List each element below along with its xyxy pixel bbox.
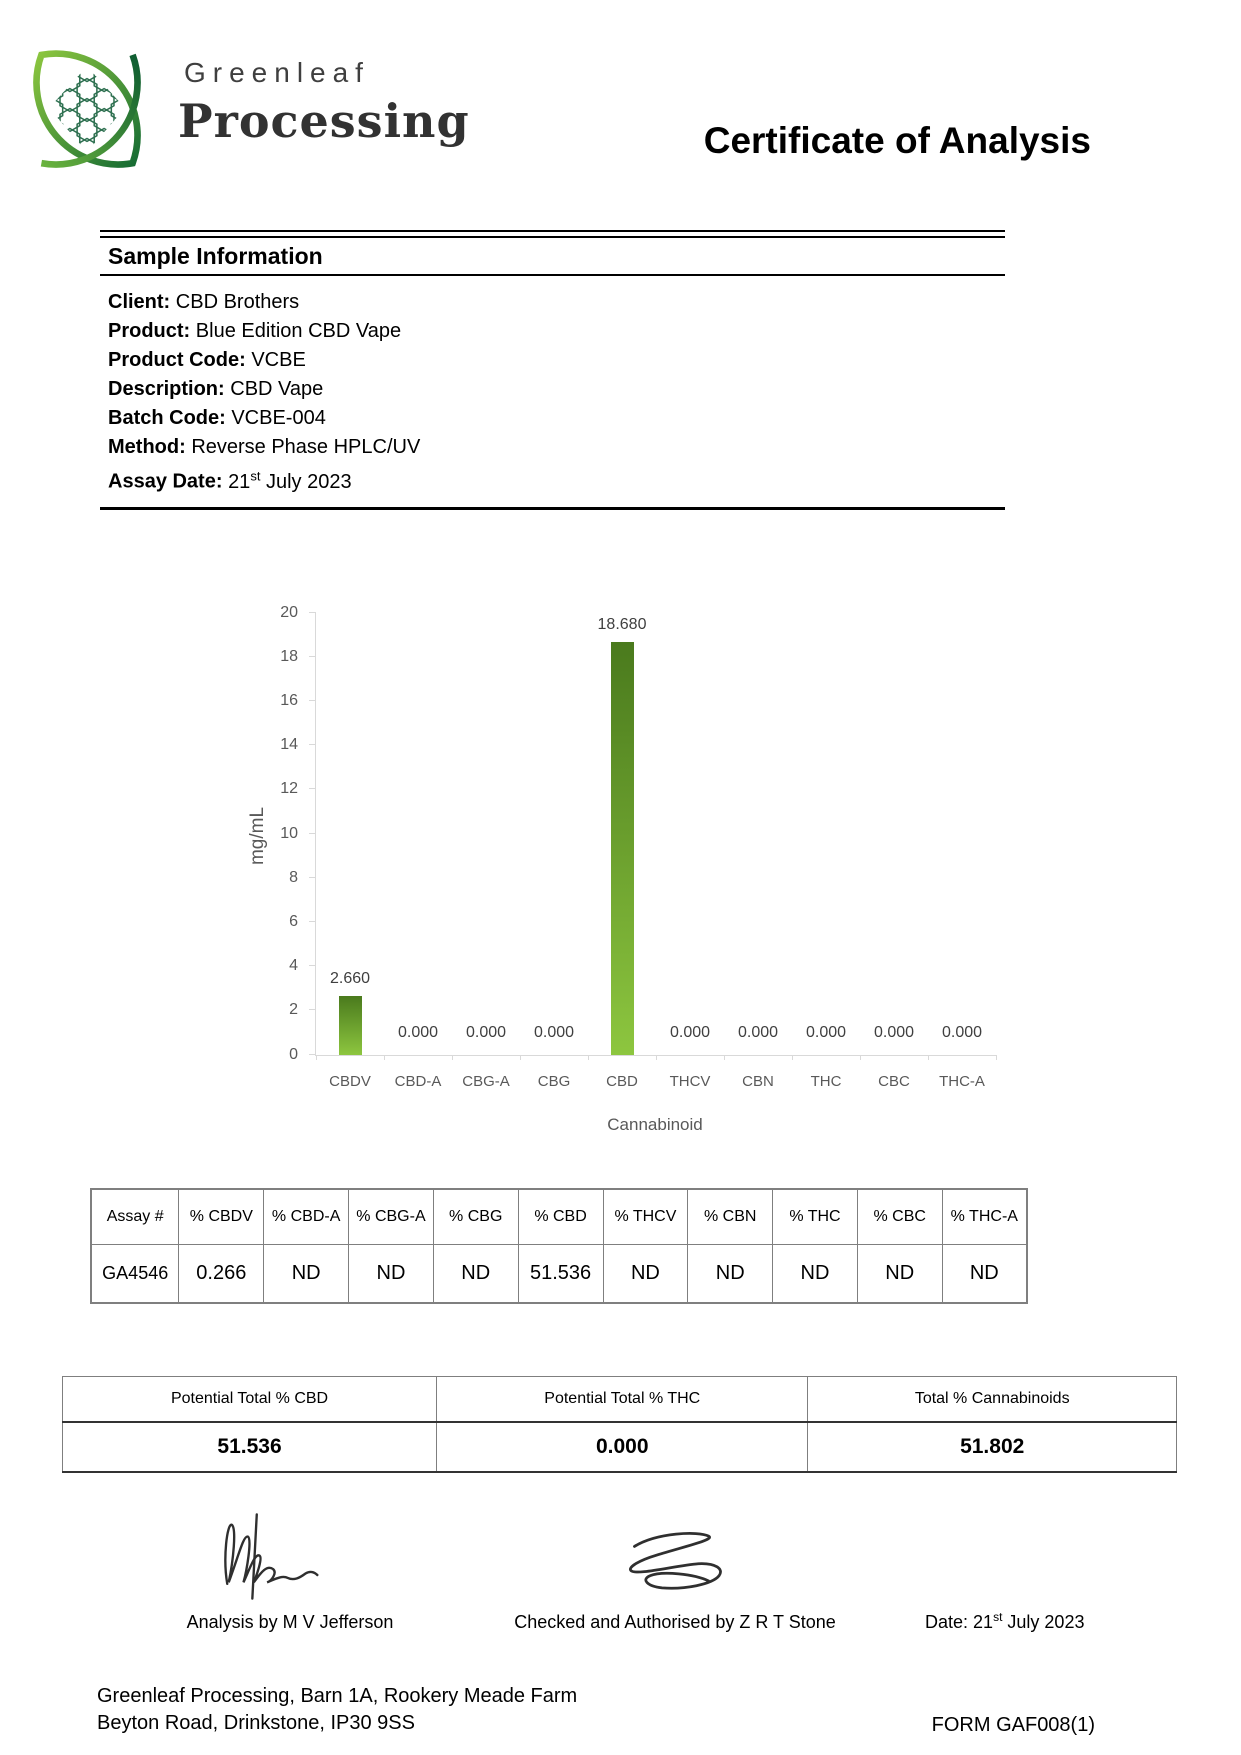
date-label: Date: — [925, 1611, 974, 1632]
authoriser-signature-label: Checked and Authorised by Z R T Stone — [514, 1611, 836, 1632]
bar-value-label: 2.660 — [329, 969, 371, 987]
x-axis-tick-mark — [996, 1055, 997, 1060]
assay-data-cell: GA4546 — [91, 1244, 179, 1303]
bar-value-label: 0.000 — [397, 1023, 439, 1041]
address-line-1: Greenleaf Processing, Barn 1A, Rookery Meade Farm — [97, 1684, 578, 1707]
bar-value-label: 0.000 — [805, 1023, 847, 1041]
totals-value-cell: 51.802 — [808, 1422, 1177, 1472]
sample-field-row — [108, 379, 1005, 399]
assay-data-cell: ND — [688, 1244, 773, 1303]
assay-data-cell: 0.266 — [179, 1244, 264, 1303]
y-axis-tick-mark — [309, 700, 316, 701]
bar-cbdv — [339, 996, 362, 1055]
assay-data-cell: ND — [603, 1244, 688, 1303]
field-value: VCBE-004 — [231, 407, 326, 429]
assay-header-cell: % CBD — [518, 1189, 603, 1245]
y-axis-tick-label: 16 — [280, 692, 298, 710]
x-axis-category-label: CBD — [606, 1072, 638, 1090]
x-axis-category-label: CBN — [742, 1072, 774, 1090]
x-axis-category-label: CBG-A — [462, 1072, 510, 1090]
y-axis-tick-label: 20 — [280, 603, 298, 621]
x-axis-tick-mark — [384, 1055, 385, 1060]
assay-table-head — [91, 1189, 1027, 1245]
totals-body — [63, 1422, 1177, 1472]
y-axis-tick-mark — [309, 788, 316, 789]
y-axis-tick-mark — [309, 744, 316, 745]
x-axis-category-label: THC — [810, 1072, 842, 1090]
assay-header-cell: % CBDV — [179, 1189, 264, 1245]
field-label: Assay Date: — [108, 470, 229, 493]
field-label: Batch Code: — [108, 407, 232, 429]
assay-header-cell: Assay # — [91, 1189, 179, 1245]
field-value: CBD Vape — [230, 378, 324, 400]
totals-section — [62, 1376, 1241, 1473]
field-value: Reverse Phase HPLC/UV — [191, 436, 421, 458]
company-address — [97, 1683, 577, 1737]
x-axis-tick-mark — [316, 1055, 317, 1060]
totals-head — [63, 1376, 1177, 1422]
y-axis-tick-mark — [309, 612, 316, 613]
bar-value-label: 0.000 — [737, 1023, 779, 1041]
bar-value-label: 0.000 — [465, 1023, 507, 1041]
sample-field-row — [108, 466, 1005, 492]
header — [0, 0, 1241, 175]
assay-data-cell: ND — [433, 1244, 518, 1303]
document-title: Certificate of Analysis — [703, 120, 1091, 161]
y-axis-tick-label: 12 — [280, 780, 298, 798]
x-axis-tick-mark — [588, 1055, 589, 1060]
form-code: FORM GAF008(1) — [931, 1713, 1095, 1736]
x-axis-category-label: THC-A — [939, 1072, 985, 1090]
analyst-signature-icon — [190, 1510, 390, 1606]
y-axis-tick-mark — [309, 921, 316, 922]
analyst-signature-block — [130, 1510, 450, 1633]
field-label: Client: — [108, 291, 176, 313]
y-axis-tick-label: 18 — [280, 647, 298, 665]
chart-plot-area — [280, 603, 996, 1090]
y-axis-tick-label: 6 — [289, 913, 298, 931]
assay-header-cell: % CBN — [688, 1189, 773, 1245]
y-axis-tick-mark — [309, 833, 316, 834]
x-axis-category-label: CBC — [878, 1072, 910, 1090]
cannabinoid-bar-chart — [218, 563, 1028, 1148]
x-axis-tick-mark — [724, 1055, 725, 1060]
y-axis-tick-label: 2 — [289, 1001, 298, 1019]
assay-header-cell: % CBC — [857, 1189, 942, 1245]
sample-information-section — [100, 230, 1005, 510]
x-axis-tick-mark — [656, 1055, 657, 1060]
totals-table — [62, 1376, 1177, 1473]
bar-value-label: 0.000 — [669, 1023, 711, 1041]
signatures-section — [0, 1508, 1241, 1633]
y-axis-tick-label: 10 — [280, 824, 298, 842]
y-axis-tick-mark — [309, 965, 316, 966]
assay-data-cell: 51.536 — [518, 1244, 603, 1303]
x-axis-category-label: CBDV — [329, 1072, 371, 1090]
brand-name-top: Greenleaf — [184, 57, 370, 88]
x-axis-tick-mark — [928, 1055, 929, 1060]
assay-data-cell: ND — [349, 1244, 434, 1303]
chart-y-axis-label: mg/mL — [247, 806, 268, 865]
x-axis-tick-mark — [520, 1055, 521, 1060]
x-axis-category-label: THCV — [669, 1072, 711, 1090]
chart-x-axis-label: Cannabinoid — [607, 1114, 703, 1134]
field-label: Product Code: — [108, 349, 252, 371]
field-value: CBD Brothers — [175, 291, 300, 313]
bar-value-label: 0.000 — [941, 1023, 983, 1041]
assay-header-cell: % CBD-A — [264, 1189, 349, 1245]
analyst-signature-label: Analysis by M V Jefferson — [186, 1611, 394, 1632]
totals-value-cell: 0.000 — [437, 1422, 808, 1472]
assay-header-cell: % THC-A — [942, 1189, 1027, 1245]
field-value: 21st July 2023 — [228, 468, 352, 493]
assay-header-row — [91, 1189, 1027, 1245]
x-axis-tick-mark — [452, 1055, 453, 1060]
totals-header-cell: Potential Total % THC — [437, 1376, 808, 1422]
y-axis-tick-label: 14 — [280, 736, 298, 754]
assay-results-table — [90, 1188, 1028, 1304]
field-value: Blue Edition CBD Vape — [195, 320, 402, 342]
bar-value-label: 0.000 — [873, 1023, 915, 1041]
x-axis-category-label: CBD-A — [394, 1072, 442, 1090]
bar-value-label: 18.680 — [597, 615, 647, 633]
assay-data-cell: ND — [264, 1244, 349, 1303]
bar-value-label: 0.000 — [533, 1023, 575, 1041]
x-axis-tick-mark — [792, 1055, 793, 1060]
address-line-2: Beyton Road, Drinkstone, IP30 9SS — [97, 1711, 415, 1734]
greenleaf-logo-icon — [30, 45, 144, 175]
footer — [97, 1683, 1095, 1737]
sample-information-title: Sample Information — [100, 238, 1005, 276]
totals-header-row — [63, 1376, 1177, 1422]
totals-header-cell: Potential Total % CBD — [63, 1376, 437, 1422]
x-axis-category-label: CBG — [537, 1072, 571, 1090]
assay-header-cell: % CBG — [433, 1189, 518, 1245]
signature-date — [925, 1610, 1165, 1633]
y-axis-tick-label: 4 — [289, 957, 298, 975]
authoriser-signature-icon — [595, 1524, 755, 1606]
section-top-rule — [100, 230, 1005, 238]
x-axis-tick-mark — [860, 1055, 861, 1060]
authoriser-signature-block — [490, 1524, 860, 1633]
assay-results-section — [90, 1188, 1241, 1304]
field-value: VCBE — [251, 349, 306, 371]
field-label: Product: — [108, 320, 196, 342]
assay-data-cell: ND — [942, 1244, 1027, 1303]
sample-field-row — [108, 437, 1005, 457]
field-label: Method: — [108, 436, 192, 458]
bar-cbd — [611, 642, 634, 1055]
brand-name-bottom: Processing — [178, 94, 470, 148]
date-value: 21st July 2023 — [973, 1609, 1085, 1632]
y-axis-tick-label: 8 — [289, 868, 298, 886]
totals-header-cell: Total % Cannabinoids — [808, 1376, 1177, 1422]
y-axis-tick-label: 0 — [289, 1045, 298, 1063]
totals-value-cell: 51.536 — [63, 1422, 437, 1472]
assay-data-cell: ND — [773, 1244, 858, 1303]
y-axis-tick-mark — [309, 656, 316, 657]
y-axis-tick-mark — [309, 877, 316, 878]
assay-header-cell: % THC — [773, 1189, 858, 1245]
assay-data-row — [91, 1244, 1027, 1303]
totals-data-row — [63, 1422, 1177, 1472]
sample-field-row — [108, 292, 1005, 312]
sample-field-row — [108, 408, 1005, 428]
assay-data-cell: ND — [857, 1244, 942, 1303]
assay-header-cell: % CBG-A — [349, 1189, 434, 1245]
field-label: Description: — [108, 378, 231, 400]
sample-information-fields — [100, 276, 1005, 510]
assay-table-body — [91, 1244, 1027, 1303]
assay-header-cell: % THCV — [603, 1189, 688, 1245]
sample-field-row — [108, 321, 1005, 341]
y-axis-tick-mark — [309, 1009, 316, 1010]
sample-field-row — [108, 350, 1005, 370]
